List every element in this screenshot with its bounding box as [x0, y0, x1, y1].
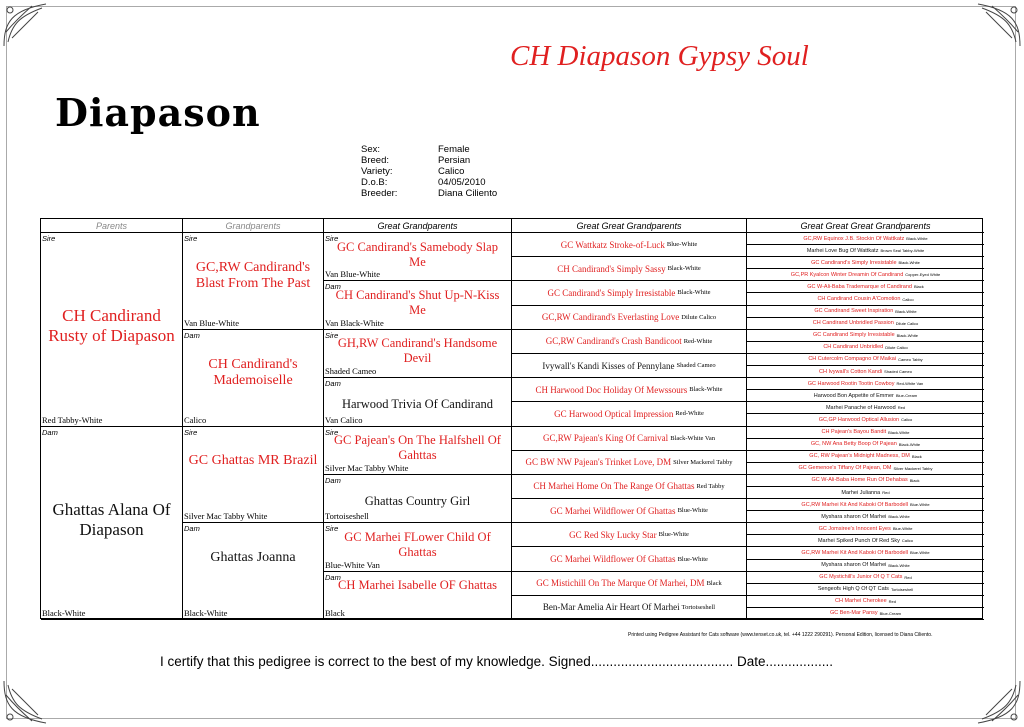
cat-name: GC Marhei FLower Child Of Ghattas	[344, 529, 491, 559]
cat-colour: Dilute Calico	[895, 320, 919, 326]
cat-colour: Blue-Cream	[879, 610, 902, 616]
corner-ornament-icon	[2, 679, 48, 725]
pedigree-cell	[747, 463, 984, 475]
pedigree-table	[40, 218, 983, 619]
sire-dam-tag: Sire	[325, 234, 339, 243]
cat-colour: Black-White	[898, 260, 920, 266]
cattery-logo: Diapason	[55, 90, 261, 135]
pedigree-cell	[512, 378, 747, 402]
cat-name: CH Candirand's Mademoiselle	[208, 356, 298, 388]
cat-colour: Calico	[901, 538, 914, 544]
pedigree-cell	[512, 354, 747, 378]
cat-colour: Black-White	[896, 332, 918, 338]
cat-name: GC Marhei Wildflower Of Ghattas	[550, 554, 676, 565]
column-header: Great Great Great Grandparents	[747, 219, 984, 233]
corner-ornament-icon	[976, 2, 1022, 48]
sire-dam-tag: Dam	[325, 572, 341, 582]
cat-name: GC Gemenoe's Tiffany Of Pajean, DM	[798, 465, 892, 472]
cat-colour: Black-White	[895, 308, 917, 314]
cat-name: Marhei Panache of Harwood	[825, 404, 896, 411]
cat-name: Ghattas Alana Of Diapason	[52, 499, 171, 539]
cat-name: CH Ivywall's Cotton Kandi	[819, 368, 883, 375]
pedigree-cell	[324, 330, 512, 378]
pedigree-cell	[324, 523, 512, 571]
cat-colour: Shaded Cameo	[676, 362, 716, 370]
corner-ornament-icon	[2, 2, 48, 48]
cat-colour: Dilute Calico	[681, 313, 717, 321]
cat-colour: Black-White	[888, 429, 910, 435]
cat-name: GC Mystichill's Junior Of Q T Cats	[819, 574, 903, 581]
pedigree-cell	[747, 584, 984, 596]
cat-colour: Calico	[184, 414, 207, 425]
corner-ornament-icon	[976, 679, 1022, 725]
cat-name: GC Harwood Rootin Tootin Cowboy	[807, 380, 895, 387]
pedigree-cell	[747, 378, 984, 390]
cat-colour: Blue-White	[658, 531, 689, 539]
cat-name: GC Candirand's Simply Irresistable	[547, 287, 676, 298]
cat-name: CH Candirand's Simply Sassy	[557, 263, 666, 274]
cat-name: GC Wattkatz Stroke-of-Luck	[560, 239, 665, 250]
cat-name: GC W-Ali-Baba Home Run Of Dehabas	[811, 477, 908, 484]
info-label: Sex:	[361, 144, 381, 155]
pedigree-cell	[512, 257, 747, 281]
pedigree-cell	[324, 427, 512, 475]
sire-dam-tag: Sire	[184, 427, 198, 437]
cat-name: Marhei Love Bug Of Wattkatz	[806, 247, 879, 254]
cat-name: GC,GP Harwood Optical Allusion	[818, 416, 900, 423]
pedigree-cell	[747, 596, 984, 608]
pedigree-cell	[324, 378, 512, 426]
pedigree-cell	[512, 499, 747, 523]
cat-colour: Red	[897, 405, 906, 411]
pedigree-cell	[747, 414, 984, 426]
info-label: Variety:	[361, 166, 393, 177]
cat-colour: Silver Mackerel Tabby	[893, 465, 933, 471]
pedigree-cell	[512, 523, 747, 547]
cat-name: GC Candirand Sweet Inspiration	[814, 308, 894, 315]
cat-name: GC,RW Candirand's Crash Bandicoot	[545, 336, 682, 347]
column-header: Great Grandparents	[324, 219, 512, 233]
cat-colour: Van Blue-White	[184, 317, 239, 328]
pedigree-cell	[747, 281, 984, 293]
cat-colour: Black-White	[906, 236, 928, 242]
pedigree-cell	[747, 306, 984, 318]
cat-colour: Dilute Calico	[885, 344, 908, 350]
cat-colour: Van Black-White	[325, 317, 384, 328]
pedigree-cell	[41, 427, 183, 621]
sire-dam-tag: Dam	[325, 379, 341, 389]
pedigree-cell	[747, 257, 984, 269]
cat-name: GC Jomsiree's Innocent Eyes	[818, 525, 891, 532]
cat-name: CH Candirand Unbridled	[823, 344, 884, 351]
cat-name: GC Candirand's Simply Irresistable	[811, 259, 897, 266]
pedigree-title: CH Diapason Gypsy Soul	[510, 40, 809, 72]
cat-name: Ghattas Joanna	[210, 550, 296, 566]
cat-name: CH Candirand Unbridled Passion	[812, 320, 894, 327]
pedigree-cell	[747, 547, 984, 559]
cat-name: GC, RW Pajean's Midnight Madness, DM	[809, 453, 910, 460]
cat-name: GC Ghattas MR Brazil	[188, 453, 318, 469]
cat-colour: Calico	[901, 417, 913, 423]
cat-colour: Black	[911, 453, 922, 459]
cat-colour: Silver Mac Tabby White	[184, 511, 268, 522]
cat-name: GC, NW Ana Betty Boop Of Pajean	[810, 441, 897, 448]
info-value: 04/05/2010	[438, 177, 486, 188]
pedigree-cell	[747, 523, 984, 535]
cat-colour: Black	[706, 579, 722, 587]
certification-line: I certify that this pedigree is correct to the best of my knowledge. Signed...................................... Date..................	[160, 654, 834, 669]
cat-name: CH Cutercolm Compagno Of Maikai	[808, 356, 897, 363]
cat-colour: Silver Mac Tabby White	[325, 462, 409, 473]
pedigree-cell	[512, 451, 747, 475]
pedigree-cell	[324, 475, 512, 523]
cat-name: CH Harwood Doc Holiday Of Mewssours	[535, 384, 688, 395]
cat-name: Ben-Mar Amelia Air Heart Of Marhei	[542, 602, 680, 613]
cat-name: Ghattas Country Girl	[364, 493, 471, 508]
cat-colour: Black-White	[888, 514, 910, 520]
cat-colour: Brown Seal Tabby-White	[880, 248, 925, 254]
cat-colour: Blue-White	[677, 555, 708, 563]
cat-colour: Red-White	[675, 410, 704, 418]
cat-colour: Blue-White	[677, 507, 708, 515]
cat-colour: Blue-White	[910, 550, 930, 556]
cat-colour: Red	[888, 598, 896, 604]
cat-colour: Blue-White Van	[325, 559, 380, 570]
cat-name: GC BW NW Pajean's Trinket Love, DM	[525, 457, 672, 468]
info-label: Breed:	[361, 155, 389, 166]
cat-colour: Black-White	[677, 289, 711, 297]
pedigree-cell	[747, 366, 984, 378]
sire-dam-tag: Dam	[42, 427, 58, 437]
pedigree-cell	[512, 596, 747, 620]
sire-dam-tag: Dam	[184, 330, 200, 340]
cat-name: GC W-Ali-Baba Trademarque of Candirand	[807, 283, 912, 290]
pedigree-cell	[747, 330, 984, 342]
cat-colour: Silver Mackerel Tabby	[673, 458, 733, 466]
cat-colour: Black	[909, 477, 920, 483]
cat-colour: Shaded Cameo	[884, 369, 912, 375]
cat-colour: Black-White	[888, 562, 910, 568]
cat-name: Harwood Bon Appetite of Emmer	[813, 392, 894, 399]
software-footer: Printed using Pedigree Assistant for Cats software (www.tenset.co.uk, tel. +44 1222 290291). Personal Edition, licensed to Diana Ciliento.	[628, 632, 933, 638]
cat-colour: Copper-Eyed White	[905, 272, 941, 278]
cat-colour: Blue-White	[910, 502, 930, 508]
cat-colour: Blue-White	[892, 526, 913, 532]
cat-colour: Blue-White	[666, 241, 698, 249]
cat-info	[361, 144, 497, 199]
cat-name: GC Mistichill On The Marque Of Marhei, DM	[536, 578, 705, 589]
pedigree-cell	[324, 281, 512, 329]
pedigree-cell	[183, 233, 324, 330]
cat-name: GC Ben-Mar Pansy	[829, 610, 878, 617]
info-value: Diana Ciliento	[438, 188, 498, 199]
pedigree-cell	[512, 427, 747, 451]
cat-colour: Black-White Van	[670, 434, 716, 442]
cat-name: CH Candirand Cousin A'Comotion	[817, 296, 901, 303]
cat-colour: Black-White	[667, 265, 701, 273]
cat-colour: Van Blue-White	[325, 269, 380, 280]
pedigree-cell	[747, 402, 984, 414]
pedigree-cell	[747, 390, 984, 402]
pedigree-cell	[324, 572, 512, 620]
cat-colour: Shaded Cameo	[325, 366, 377, 377]
pedigree-cell	[183, 427, 324, 524]
pedigree-cell	[41, 233, 183, 427]
cat-name: GC,RW Pajean's King Of Carnival	[542, 433, 669, 444]
pedigree-cell	[183, 330, 324, 427]
cat-colour: Red Tabby-White	[42, 414, 103, 425]
cat-name: Sengeofs High Q Of QT Cats	[817, 586, 889, 593]
sire-dam-tag: Dam	[325, 282, 341, 292]
cat-colour: Tortoiseshell	[890, 586, 914, 592]
cat-name: CH Candirand Rusty of Diapason	[48, 306, 175, 346]
pedigree-cell	[747, 535, 984, 547]
pedigree-cell	[747, 233, 984, 245]
info-value: Persian	[438, 155, 471, 166]
cat-colour: Calico	[902, 296, 914, 302]
cat-name: GC,RW Marhei Kit And Kaboki Of Barbodell	[801, 549, 909, 556]
pedigree-cell	[747, 487, 984, 499]
cat-colour: Red Tabby	[696, 482, 725, 490]
cat-colour: Blue-Cream	[895, 393, 918, 399]
cat-name: CH Marhei Isabelle OF Ghattas	[338, 578, 497, 593]
pedigree-cell	[747, 318, 984, 330]
cat-name: GC Candirand Simply Irresistable	[813, 332, 895, 339]
pedigree-cell	[512, 330, 747, 354]
cat-name: Myshara sharon Of Marhei	[821, 562, 887, 569]
cat-name: Marhei Julianna	[841, 489, 881, 496]
cat-colour: Cameo Tabby	[898, 356, 923, 362]
sire-dam-tag: Sire	[184, 234, 198, 243]
pedigree-cell	[747, 293, 984, 305]
cat-name: CH Pajean's Bayou Bandit	[821, 429, 887, 436]
cat-colour: Black	[913, 284, 924, 290]
pedigree-cell	[747, 560, 984, 572]
info-value: Calico	[438, 166, 465, 177]
sire-dam-tag: Sire	[325, 427, 339, 437]
pedigree-cell	[747, 572, 984, 584]
pedigree-cell	[512, 306, 747, 330]
cat-name: GC,RW Equinox J.B. Stockin Of Wattkatz	[803, 235, 905, 242]
cat-name: GC Marhei Wildflower Of Ghattas	[550, 505, 676, 516]
pedigree-cell	[747, 499, 984, 511]
cat-name: GC,RW Marhei Kit And Kaboki Of Barbodell	[801, 501, 909, 508]
pedigree-cell	[512, 402, 747, 426]
cat-name: Marhei Spiked Punch Of Red Sky	[817, 537, 900, 544]
info-label: Breeder:	[361, 188, 398, 199]
cat-colour: Black-White	[689, 386, 723, 394]
pedigree-cell	[747, 354, 984, 366]
cat-name: GC Candirand's Samebody Slap Me	[337, 239, 498, 269]
pedigree-cell	[747, 439, 984, 451]
info-label: D.o.B:	[361, 177, 388, 188]
pedigree-cell	[512, 281, 747, 305]
pedigree-cell	[512, 572, 747, 596]
cat-colour: Red-White Van	[896, 381, 924, 387]
cat-name: GC Harwood Optical Impression	[554, 408, 674, 419]
cat-colour: Red	[904, 574, 912, 580]
sire-dam-tag: Sire	[325, 330, 339, 340]
cat-colour: Black-White	[42, 608, 86, 618]
sire-dam-tag: Sire	[325, 524, 339, 534]
pedigree-cell	[747, 342, 984, 354]
sire-dam-tag: Dam	[325, 475, 341, 485]
cat-colour: Van Calico	[325, 414, 363, 425]
pedigree-cell	[747, 245, 984, 257]
cat-name: GC,PR Kyalcon Winter Dreamin Of Candirand	[790, 271, 904, 278]
cat-name: Ivywall's Kandi Kisses of Pennylane	[542, 360, 675, 371]
column-header: Parents	[41, 219, 183, 233]
cat-name: CH Marhei Cherokee	[834, 598, 887, 605]
sire-dam-tag: Sire	[42, 234, 56, 243]
cat-name: GC Red Sky Lucky Star	[569, 529, 657, 540]
cat-name: GC,RW Candirand's Everlasting Love	[541, 312, 680, 323]
pedigree-cell	[747, 427, 984, 439]
cat-colour: Black	[325, 608, 345, 618]
cat-name: CH Candirand's Shut Up-N-Kiss Me	[335, 288, 500, 317]
column-header: Grandparents	[183, 219, 324, 233]
pedigree-cell	[183, 523, 324, 620]
pedigree-cell	[747, 269, 984, 281]
pedigree-cell	[324, 233, 512, 281]
info-value: Female	[438, 144, 470, 155]
pedigree-cell	[512, 547, 747, 571]
sire-dam-tag: Dam	[184, 524, 200, 534]
cat-colour: Red-White	[683, 337, 713, 345]
pedigree-cell	[512, 475, 747, 499]
pedigree-cell	[747, 608, 984, 620]
cat-colour: Black-White	[898, 441, 921, 447]
cat-name: GH,RW Candirand's Handsome Devil	[337, 336, 498, 366]
cat-colour: Red	[882, 490, 890, 496]
pedigree-cell	[512, 233, 747, 257]
cat-colour: Tortoiseshell	[681, 603, 716, 611]
cat-name: Harwood Trivia Of Candirand	[341, 397, 494, 412]
cat-name: CH Marhei Home On The Range Of Ghattas	[533, 481, 695, 492]
cat-name: Myshara sharon Of Marhei	[821, 513, 887, 520]
pedigree-cell	[747, 475, 984, 487]
cat-colour: Tortoiseshell	[325, 511, 369, 522]
cat-name: GC,RW Candirand's Blast From The Past	[195, 259, 311, 291]
cat-name: GC Pajean's On The Halfshell Of Gahttas	[334, 433, 501, 463]
pedigree-cell	[747, 511, 984, 523]
pedigree-cell	[747, 451, 984, 463]
column-header: Great Great Grandparents	[512, 219, 747, 233]
cat-colour: Black-White	[184, 608, 228, 618]
